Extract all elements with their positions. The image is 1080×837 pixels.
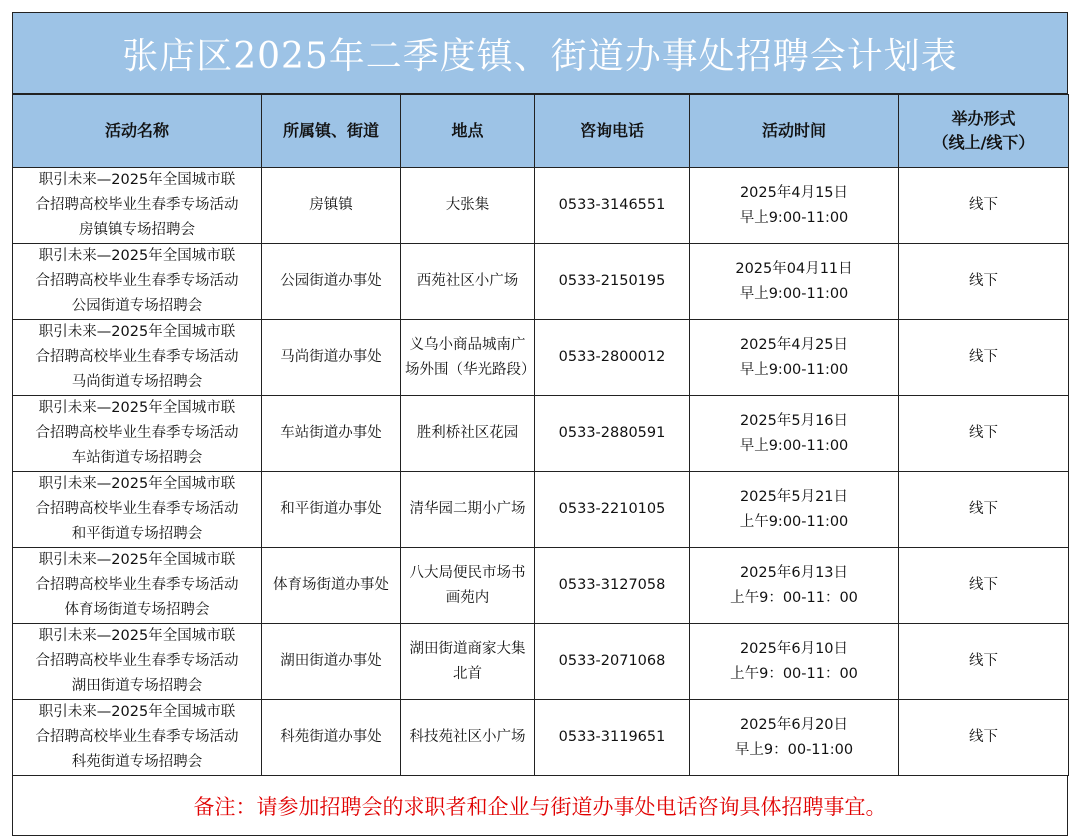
time-cell xyxy=(690,700,899,776)
town-cell: 公园街道办事处 xyxy=(262,244,401,320)
date-text: 2025年5月21日 xyxy=(739,488,849,505)
place-cell: 大张集 xyxy=(401,168,535,244)
header-time: 活动时间 xyxy=(690,95,899,168)
table-row xyxy=(13,548,1069,624)
activity-name-cell xyxy=(13,472,262,548)
time-cell xyxy=(690,168,899,244)
activity-name-line1: 职引未来—2025年全国城市联 xyxy=(38,476,236,492)
activity-name-line3: 马尚街道专场招聘会 xyxy=(71,374,203,390)
header-format-line2: （线上/线下） xyxy=(932,133,1035,152)
format-cell: 线下 xyxy=(899,548,1069,624)
header-name: 活动名称 xyxy=(13,95,262,168)
activity-name-line1: 职引未来—2025年全国城市联 xyxy=(38,324,236,340)
time-cell xyxy=(690,624,899,700)
time-cell xyxy=(690,320,899,396)
activity-name-line1: 职引未来—2025年全国城市联 xyxy=(38,248,236,264)
activity-name-line2: 合招聘高校毕业生春季专场活动 xyxy=(35,653,239,669)
activity-name-line2: 合招聘高校毕业生春季专场活动 xyxy=(35,577,239,593)
time-cell xyxy=(690,548,899,624)
format-cell: 线下 xyxy=(899,320,1069,396)
activity-name-cell xyxy=(13,700,262,776)
phone-cell: 0533-2071068 xyxy=(535,624,690,700)
hours-text: 早上9:00-11:00 xyxy=(739,437,849,454)
phone-cell: 0533-2210105 xyxy=(535,472,690,548)
date-text: 2025年5月16日 xyxy=(739,412,849,429)
town-cell: 体育场街道办事处 xyxy=(262,548,401,624)
activity-name-line3: 科苑街道专场招聘会 xyxy=(71,754,203,770)
phone-cell: 0533-2150195 xyxy=(535,244,690,320)
activity-name-cell xyxy=(13,396,262,472)
activity-name-line3: 车站街道专场招聘会 xyxy=(71,450,203,466)
header-format-line1: 举办形式 xyxy=(951,109,1016,128)
activity-name-cell xyxy=(13,320,262,396)
town-cell: 湖田街道办事处 xyxy=(262,624,401,700)
activity-name-line1: 职引未来—2025年全国城市联 xyxy=(38,704,236,720)
activity-name-line1: 职引未来—2025年全国城市联 xyxy=(38,552,236,568)
time-cell xyxy=(690,244,899,320)
activity-name-line2: 合招聘高校毕业生春季专场活动 xyxy=(35,349,239,365)
date-text: 2025年6月10日 xyxy=(739,640,849,657)
activity-name-line1: 职引未来—2025年全国城市联 xyxy=(38,172,236,188)
activity-name-line2: 合招聘高校毕业生春季专场活动 xyxy=(35,197,239,213)
table-row xyxy=(13,396,1069,472)
date-text: 2025年6月20日 xyxy=(739,716,849,733)
footnote: 备注：请参加招聘会的求职者和企业与街道办事处电话咨询具体招聘事宜。 xyxy=(12,776,1068,836)
place-cell: 科技苑社区小广场 xyxy=(401,700,535,776)
table-row xyxy=(13,320,1069,396)
activity-name-cell xyxy=(13,548,262,624)
activity-name-line1: 职引未来—2025年全国城市联 xyxy=(38,628,236,644)
hours-text: 早上9:00-11:00 xyxy=(739,285,849,302)
date-text: 2025年4月15日 xyxy=(739,184,849,201)
activity-name-line1: 职引未来—2025年全国城市联 xyxy=(38,400,236,416)
town-cell: 房镇镇 xyxy=(262,168,401,244)
table-header-row xyxy=(13,95,1069,168)
phone-cell: 0533-3119651 xyxy=(535,700,690,776)
date-text: 2025年04月11日 xyxy=(735,260,853,277)
hours-text: 上午9:00-11:00 xyxy=(739,513,849,530)
place-cell: 湖田街道商家大集北首 xyxy=(401,624,535,700)
activity-name-line2: 合招聘高校毕业生春季专场活动 xyxy=(35,273,239,289)
format-cell: 线下 xyxy=(899,624,1069,700)
hours-text: 上午9：00-11：00 xyxy=(730,589,858,606)
schedule-sheet xyxy=(12,12,1068,827)
town-cell: 和平街道办事处 xyxy=(262,472,401,548)
table-row xyxy=(13,624,1069,700)
phone-cell: 0533-3146551 xyxy=(535,168,690,244)
activity-name-line3: 房镇镇专场招聘会 xyxy=(79,222,195,238)
activity-name-line2: 合招聘高校毕业生春季专场活动 xyxy=(35,425,239,441)
town-cell: 马尚街道办事处 xyxy=(262,320,401,396)
format-cell: 线下 xyxy=(899,244,1069,320)
activity-name-line3: 公园街道专场招聘会 xyxy=(71,298,203,314)
activity-name-line2: 合招聘高校毕业生春季专场活动 xyxy=(35,729,239,745)
table-row xyxy=(13,472,1069,548)
activity-name-cell xyxy=(13,624,262,700)
place-cell: 胜利桥社区花园 xyxy=(401,396,535,472)
phone-cell: 0533-2880591 xyxy=(535,396,690,472)
schedule-table xyxy=(12,94,1069,776)
format-cell: 线下 xyxy=(899,472,1069,548)
header-phone: 咨询电话 xyxy=(535,95,690,168)
table-row xyxy=(13,244,1069,320)
hours-text: 早上9：00-11:00 xyxy=(734,741,854,758)
date-text: 2025年6月13日 xyxy=(739,564,849,581)
hours-text: 上午9：00-11：00 xyxy=(730,665,858,682)
format-cell: 线下 xyxy=(899,396,1069,472)
activity-name-cell xyxy=(13,244,262,320)
activity-name-line2: 合招聘高校毕业生春季专场活动 xyxy=(35,501,239,517)
activity-name-line3: 和平街道专场招聘会 xyxy=(71,526,203,542)
activity-name-line3: 体育场街道专场招聘会 xyxy=(64,602,210,618)
page-title: 张店区2025年二季度镇、街道办事处招聘会计划表 xyxy=(12,12,1068,94)
format-cell: 线下 xyxy=(899,700,1069,776)
activity-name-cell xyxy=(13,168,262,244)
town-cell: 科苑街道办事处 xyxy=(262,700,401,776)
hours-text: 早上9:00-11:00 xyxy=(739,209,849,226)
header-place: 地点 xyxy=(401,95,535,168)
time-cell xyxy=(690,396,899,472)
header-format xyxy=(899,95,1069,168)
table-row xyxy=(13,168,1069,244)
phone-cell: 0533-3127058 xyxy=(535,548,690,624)
table-row xyxy=(13,700,1069,776)
activity-name-line3: 湖田街道专场招聘会 xyxy=(71,678,203,694)
date-text: 2025年4月25日 xyxy=(739,336,849,353)
phone-cell: 0533-2800012 xyxy=(535,320,690,396)
place-cell: 西苑社区小广场 xyxy=(401,244,535,320)
format-cell: 线下 xyxy=(899,168,1069,244)
header-town: 所属镇、街道 xyxy=(262,95,401,168)
time-cell xyxy=(690,472,899,548)
town-cell: 车站街道办事处 xyxy=(262,396,401,472)
place-cell: 八大局便民市场书画苑内 xyxy=(401,548,535,624)
hours-text: 早上9:00-11:00 xyxy=(739,361,849,378)
place-cell: 清华园二期小广场 xyxy=(401,472,535,548)
place-cell: 义乌小商品城南广场外围（华光路段） xyxy=(401,320,535,396)
